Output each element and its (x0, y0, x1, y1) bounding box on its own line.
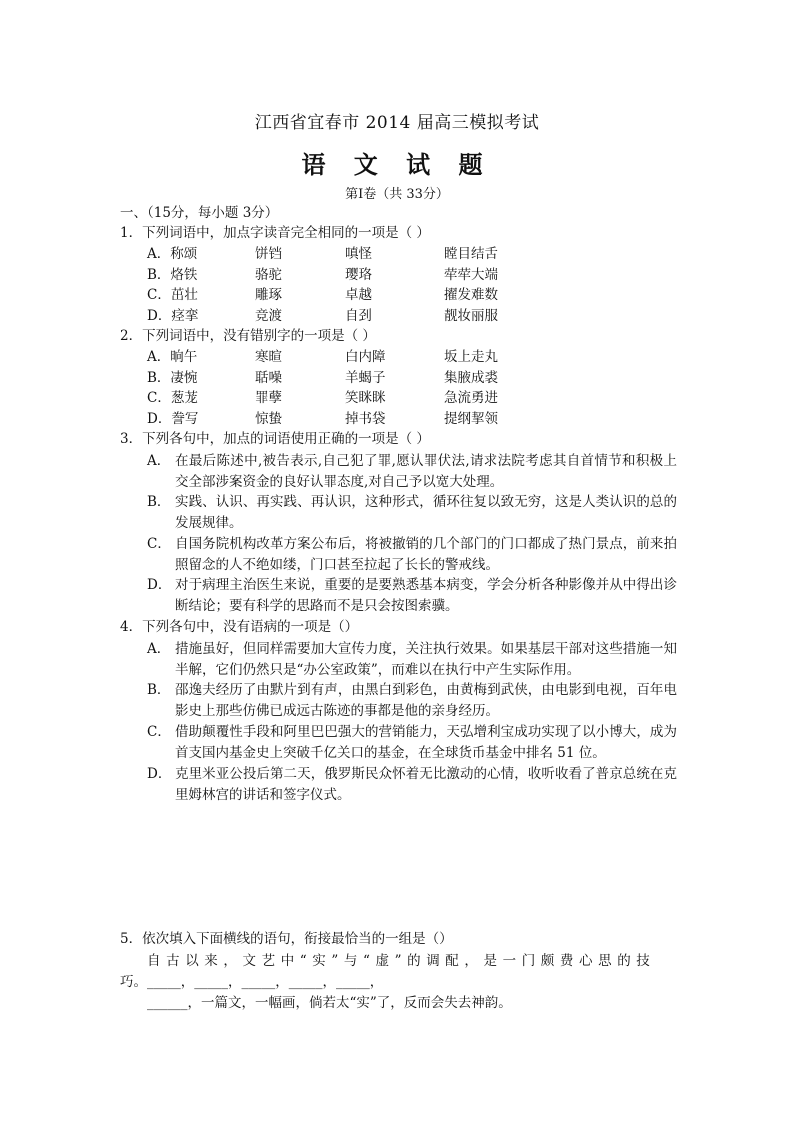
option-text: 实践、认识、再实践、再认识，这种形式，循环往复以致无穷，这是人类认识的总的发展规律。 (175, 494, 677, 531)
option-text: 在最后陈述中,被告表示,自己犯了罪,愿认罪伏法,请求法院考虑其自首情节和积极上交全部涉案资金的良好认罪态度,对自己予以宽大处理。 (175, 453, 677, 490)
option-cell: 自刭 (345, 308, 372, 325)
option-label: B． (147, 682, 171, 698)
option-cell: 掉书袋 (345, 411, 386, 428)
option-cell: 聒噪 (255, 369, 282, 386)
option-label: C． (147, 724, 171, 740)
question-3-option-c (147, 534, 677, 576)
option-label: D． (147, 766, 172, 782)
section-heading: 一、（15分，每小题 3分） (120, 205, 279, 221)
option-text: 措施虽好，但同样需要加大宣传力度，关注执行效果。如果基层干部对这些措施一知半解，它们仍然只是“办公室政策”，而难以在执行中产生实际作用。 (175, 641, 677, 678)
option-cell: 急流勇进 (444, 390, 498, 407)
option-cell: 白内障 (345, 349, 386, 365)
option-text: 自国务院机构改革方案公布后，将被撤销的几个部门的门口都成了热门景点，前来拍照留念的人不绝如缕，门口甚至拉起了长长的警戒线。 (175, 536, 677, 573)
question-3-option-d (147, 575, 677, 617)
question-3-option-a (147, 451, 677, 493)
option-cell: 竞渡 (255, 308, 282, 325)
volume-heading: 第Ⅰ卷（共 33分） (345, 187, 449, 202)
exam-title: 江西省宜春市 2014 届高三模拟考试 (254, 113, 540, 133)
option-cell: 骆驼 (255, 266, 282, 283)
question-5-text-line-3: ______，一篇文，一幅画，倘若太“实”了，反而会失去神韵。 (147, 995, 512, 1011)
option-cell: 坂上走丸 (444, 349, 498, 365)
option-cell: 璎珞 (345, 266, 372, 283)
option-label: B． (147, 494, 171, 510)
option-cell: 饼铛 (255, 246, 282, 262)
question-4-option-b (147, 680, 677, 722)
option-label: A． (147, 453, 171, 469)
question-4-option-c (147, 722, 677, 764)
question-3-option-b (147, 492, 677, 534)
option-cell: D．誊写 (147, 411, 199, 428)
option-text: 克里米亚公投后第二天，俄罗斯民众怀着无比激动的心情，收听收看了普京总统在克里姆林宫的讲话和签字仪式。 (175, 766, 677, 803)
option-label: D． (147, 577, 172, 593)
question-2-stem: 2．下列词语中，没有错别字的一项是（ ） (120, 328, 376, 344)
option-cell: 擢发难数 (444, 287, 498, 304)
option-cell: B．凄惋 (147, 369, 198, 386)
option-cell: 荦荦大端 (444, 266, 498, 283)
option-text: 对于病理主治医生来说，重要的是要熟悉基本病变，学会分析各种影像并从中得出诊断结论；要有科学的思路而不是只会按图索骥。 (175, 577, 677, 614)
question-4-option-d (147, 764, 677, 806)
option-cell: C．葱茏 (147, 390, 198, 407)
option-cell: 惊蛰 (255, 411, 282, 428)
option-cell: 嗔怪 (345, 246, 372, 262)
option-cell: D．痉挛 (147, 308, 199, 325)
subject-title: 语 文 试 题 (301, 150, 493, 179)
option-text: 借助颠覆性手段和阿里巴巴强大的营销能力，天弘增利宝成功实现了以小博大，成为首支国内基金史上突破千亿关口的基金，在全球货币基金中排名 51 位。 (175, 724, 677, 761)
question-4-stem: 4．下列各句中，没有语病的一项是（） (120, 619, 359, 635)
question-1-stem: 1．下列词语中，加点字读音完全相同的一项是（ ） (120, 225, 430, 241)
option-cell: A．晌午 (147, 349, 198, 365)
option-cell: 集腋成裘 (444, 369, 498, 386)
question-5-text-line-1: 自古以来，文艺中“实”与“虚”的调配，是一门颇费心思的技 (147, 953, 656, 969)
option-cell: B．烙铁 (147, 266, 198, 283)
option-cell: 卓越 (345, 287, 372, 304)
question-5-text-line-2: 巧。_____，_____，_____，_____，_____， (120, 974, 384, 990)
option-cell: 笑眯眯 (345, 390, 386, 407)
option-label: C． (147, 536, 171, 552)
option-cell: 瞠目结舌 (444, 246, 498, 262)
option-cell: 羊蝎子 (345, 369, 386, 386)
option-cell: 靓妆丽服 (444, 308, 498, 325)
question-4-option-a (147, 639, 677, 681)
option-cell: 罪孽 (255, 390, 282, 407)
option-cell: 寒暄 (255, 349, 282, 365)
option-cell: 雕琢 (255, 287, 282, 304)
question-3-stem: 3．下列各句中，加点的词语使用正确的一项是（ ） (120, 431, 430, 447)
option-label: A． (147, 641, 171, 657)
option-cell: 提纲挈领 (444, 411, 498, 428)
question-5-stem: 5．依次填入下面横线的语句，衔接最恰当的一组是（） (120, 931, 453, 947)
option-cell: A．称颂 (147, 246, 198, 262)
option-text: 邵逸夫经历了由默片到有声，由黑白到彩色，由黄梅到武侠，由电影到电视，百年电影史上那些仿佛已成远古陈迹的事都是他的亲身经历。 (175, 682, 677, 719)
option-cell: C．茁壮 (147, 287, 198, 304)
